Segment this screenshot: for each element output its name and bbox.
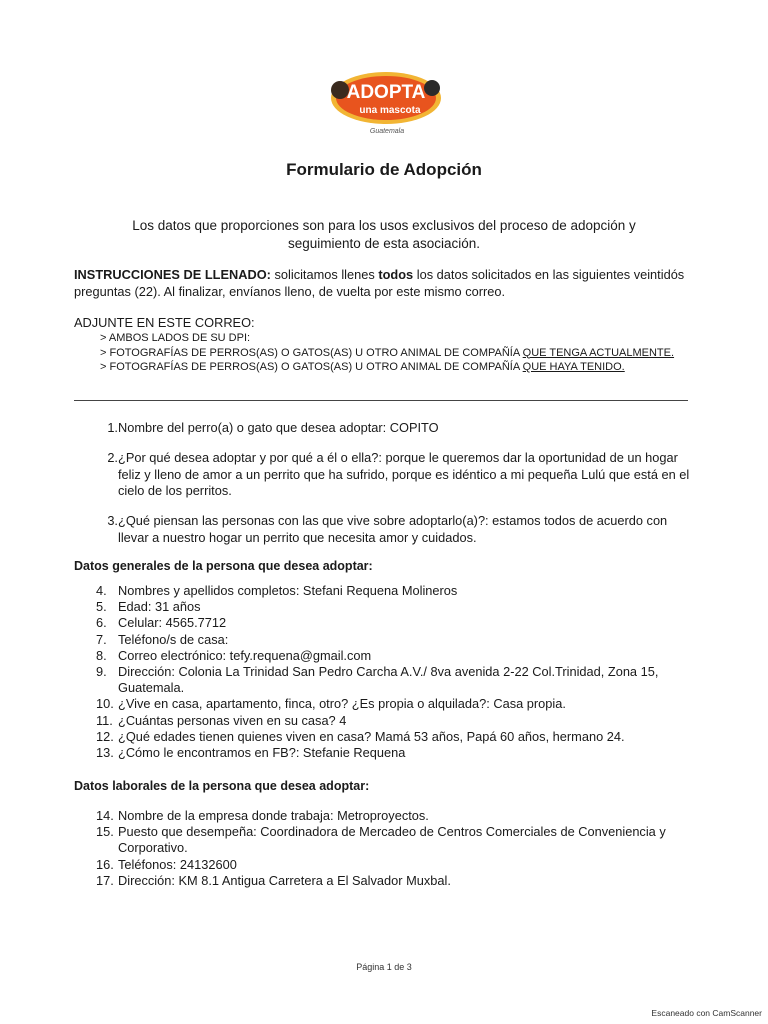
instructions-text-after: los datos solicitados en las siguientes veintidós preguntas (22). Al finalizar, envíanos lleno, de vuelta por este mismo correo. [74,267,685,299]
item-number: 13. [96,745,114,761]
list-item [96,808,700,824]
attachments-heading: ADJUNTE EN ESTE CORREO: [74,315,255,330]
question-item [96,513,700,546]
item-text: Nombre de la empresa donde trabaja: Metroproyectos. [118,808,429,823]
list-item [96,857,700,873]
cat-icon [424,80,440,96]
list-item [96,599,700,615]
list-item [96,664,700,696]
list-item [96,873,700,889]
instructions-paragraph [74,266,704,300]
question-number: 1. [107,420,118,435]
page-title: Formulario de Adopción [286,160,482,179]
logo-brand: ADOPTA [346,82,426,103]
item-text: Teléfono/s de casa: [118,631,229,647]
attachment-item-text: > FOTOGRAFÍAS DE PERROS(AS) O GATOS(AS) U OTRO ANIMAL DE COMPAÑÍA [100,361,523,373]
question-text: Nombre del perro(a) o gato que desea adoptar: COPITO [118,420,439,435]
item-text: Dirección: KM 8.1 Antigua Carretera a El Salvador Muxbal. [118,872,451,888]
list-item [96,583,700,599]
instructions-text-before: solicitamos llenes [270,267,379,282]
intro-paragraph: Los datos que proporciones son para los usos exclusivos del proceso de adopción y seguimiento de esta asociación. [132,218,636,251]
item-text: Celular: 4565.7712 [118,615,227,631]
attachment-item-underlined: QUE TENGA ACTUALMENTE. [522,346,675,359]
item-number: 9. [96,664,107,680]
attachments-list [100,331,674,375]
list-item [96,632,700,648]
item-number: 4. [96,583,107,598]
item-text: Puesto que desempeña: Coordinadora de Mercadeo de Centros Comerciales de Conveniencia y Corporativo. [118,824,666,856]
item-number: 7. [96,631,107,647]
item-number: 6. [96,615,107,631]
attachment-item-dpi: > AMBOS LADOS DE SU DPI: [100,332,251,344]
logo-location: Guatemala [369,128,405,135]
item-number: 17. [96,872,114,888]
attachment-item-underlined: QUE HAYA TENIDO. [522,361,625,373]
attachment-item-past-pets [100,360,674,375]
item-number: 16. [96,856,114,872]
item-number: 14. [96,808,114,823]
item-text: Correo electrónico: tefy.requena@gmail.com [118,647,372,663]
work-data-list [96,808,700,889]
list-item [96,615,700,631]
question-number: 3. [107,513,118,528]
logo-tagline: una mascota [359,105,421,116]
section-heading-general: Datos generales de la persona que desea adoptar: [74,559,373,573]
question-number: 2. [107,450,118,465]
attachment-item-text: > FOTOGRAFÍAS DE PERROS(AS) O GATOS(AS) U OTRO ANIMAL DE COMPAÑÍA [100,346,523,359]
item-number: 8. [96,647,107,663]
logo-graphic [328,68,446,130]
question-item [96,450,700,500]
item-text: ¿Qué edades tienen quienes viven en casa? Mamá 53 años, Papá 60 años, hermano 24. [118,728,625,744]
item-text: Nombres y apellidos completos: Stefani Requena Molineros [118,583,458,598]
adopta-logo [328,68,446,138]
general-data-list [96,583,700,761]
item-number: 12. [96,728,114,744]
item-number: 11. [96,712,113,728]
list-item [96,729,700,745]
instructions-emphasis: todos [378,267,414,282]
item-text: Teléfonos: 24132600 [118,856,237,872]
item-number: 10. [96,696,114,712]
list-item [96,648,700,664]
divider-line [74,400,688,401]
question-text: ¿Por qué desea adoptar y por qué a él o ella?: porque le queremos dar la oportunidad de un hogar feliz y lleno de amor a un perrito que ha sufrido, porque es idéntico a mi pequeña Lulú que está en el cielo de los perritos. [118,450,690,498]
item-text: ¿Vive en casa, apartamento, finca, otro? ¿Es propia o alquilada?: Casa propia. [118,696,566,712]
instructions-label: INSTRUCCIONES DE LLENADO: [74,267,271,282]
item-text: ¿Cómo le encontramos en FB?: Stefanie Requena [118,745,406,761]
item-text: ¿Cuántas personas viven en su casa? 4 [118,712,347,728]
item-number: 15. [96,824,114,840]
item-number: 5. [96,599,107,615]
list-item [96,696,700,712]
list-item [96,713,700,729]
item-text: Dirección: Colonia La Trinidad San Pedro Carcha A.V./ 8va avenida 2-22 Col.Trinidad, Zona 15, Guatemala. [118,664,659,696]
section-heading-work: Datos laborales de la persona que desea adoptar: [74,779,370,793]
question-text: ¿Qué piensan las personas con las que vive sobre adoptarlo(a)?: estamos todos de acuerdo con llevar a nuestro hogar un perrito que necesita amor y cuidados. [118,513,668,545]
question-item [96,420,700,437]
scanner-watermark: Escaneado con CamScanner [651,1008,762,1018]
attachment-item-current-pets [100,346,674,361]
page-number: Página 1 de 3 [356,962,412,972]
list-item [96,745,700,761]
list-item [96,824,700,856]
item-text: Edad: 31 años [118,599,201,615]
